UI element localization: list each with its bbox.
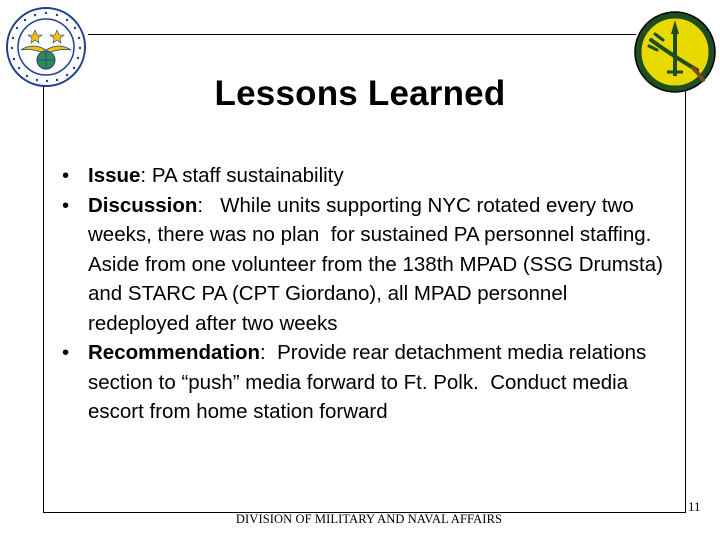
frame-right-line [685,80,686,512]
slide-title [0,74,720,114]
bullet-item-recommendation [62,338,674,427]
footer-text: DIVISION OF MILITARY AND NAVAL AFFAIRS [235,512,503,526]
frame-top-line [88,34,636,35]
page-number: 11 [688,499,701,514]
bullet-item-issue [62,161,674,191]
bullet-term: Recommendation [88,341,260,364]
bullet-term: Issue [88,164,141,187]
bullet-term: Discussion [88,193,198,217]
bullet-text: : Provide rear detachment media relations section to “push” media forward to Ft. Polk. Conduct media escort from home station forward [88,341,652,423]
frame-left-line [43,80,44,512]
slide-title-text: Lessons Learned [214,74,506,113]
bullet-item-discussion [62,191,674,339]
bullet-text: : While units supporting NYC rotated every two weeks, there was no plan for sustained PA personnel staffing. Aside from one volunteer from the 138th MPAD (SSG Drumsta) and STARC PA (CPT Giordano), all MPAD personnel redeployed after two weeks [88,193,669,335]
bullet-text: : PA staff sustainability [140,164,344,187]
bullet-list [62,161,674,427]
footer [0,512,720,527]
